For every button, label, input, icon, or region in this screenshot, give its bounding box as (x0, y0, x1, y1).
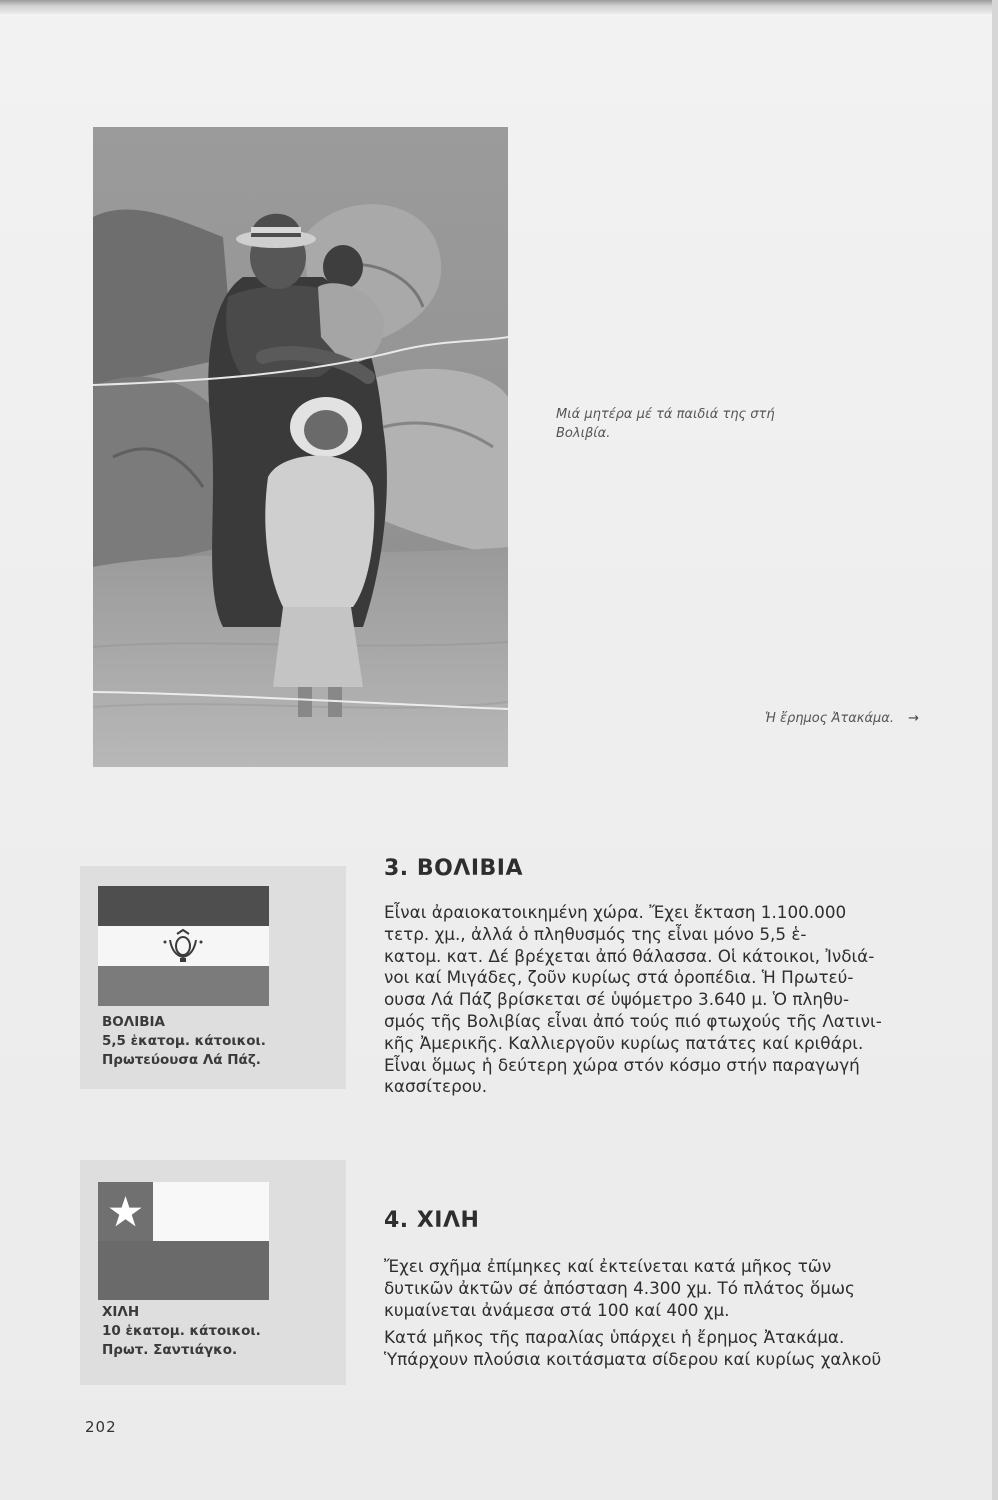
chile-flag-bottom-stripe (98, 1241, 269, 1300)
body-line: ουσα Λά Πάζ βρίσκεται σέ ὑψόμετρο 3.640 μ. Ὁ πληθυ- (384, 989, 850, 1010)
bolivia-info-card (80, 866, 346, 1089)
page-right-edge (992, 0, 998, 1500)
body-line: δυτικῶν ἀκτῶν σέ ἀπόσταση 4.300 χμ. Τό πλάτος ὅμως (384, 1277, 855, 1298)
chile-card-population: 10 ἑκατομ. κάτοικοι. (102, 1323, 261, 1339)
body-line: κυμαίνεται ἀνάμεσα στά 100 καί 400 χμ. (384, 1299, 730, 1320)
body-line: σμός τῆς Βολιβίας εἶναι ἀπό τούς πιό φτωχούς τῆς Λατινι- (384, 1010, 882, 1031)
body-line: νοι καί Μιγάδες, ζοῦν κυρίως στά ὀροπέδια. Ἡ Πρωτεύ- (384, 967, 854, 988)
body-line: Ἔχει σχῆμα ἐπίμηκες καί ἐκτείνεται κατά μῆκος τῶν (384, 1256, 832, 1276)
photo-caption-line: Μιά μητέρα μέ τά παιδιά της στή (556, 407, 775, 422)
chile-card-capital: Πρωτ. Σαντιάγκο. (102, 1342, 238, 1358)
body-line: Κατά μῆκος τῆς παραλίας ὑπάρχει ἡ ἔρημος Ἀτακάμα. (384, 1327, 845, 1348)
bolivia-flag (98, 886, 269, 1006)
page-number: 202 (85, 1418, 117, 1436)
photo-caption (556, 405, 846, 443)
body-line: κασσίτερου. (384, 1076, 488, 1097)
body-line: κῆς Ἀμερικῆς. Καλλιεργοῦν κυρίως πατάτες καί κριθάρι. (384, 1032, 864, 1053)
section-body-bolivia (384, 902, 960, 1098)
chile-card-text (102, 1303, 261, 1360)
section-title-bolivia: 3. ΒΟΛΙΒΙΑ (384, 856, 523, 881)
bolivia-flag-bottom-stripe (98, 966, 269, 1006)
chile-info-card (80, 1160, 346, 1385)
section-title-chile: 4. ΧΙΛΗ (384, 1208, 480, 1233)
chile-card-country: ΧΙΛΗ (102, 1304, 140, 1320)
body-line: Εἶναι ὅμως ἡ δεύτερη χώρα στόν κόσμο στήν παραγωγή (384, 1054, 860, 1075)
page-top-edge (0, 0, 998, 14)
body-line: Ὑπάρχουν πλούσια κοιτάσματα σίδερου καί κυρίως χαλκοῦ (384, 1349, 882, 1370)
atacama-caption-text: Ἡ ἔρημος Ἀτακάμα. (765, 711, 894, 726)
bolivia-card-text (102, 1013, 266, 1070)
body-line: κατομ. κατ. Δέ βρέχεται ἀπό θάλασσα. Οἱ κάτοικοι, Ἰνδιά- (384, 945, 875, 966)
section-body-chile (384, 1256, 960, 1371)
bolivia-card-population: 5,5 ἑκατομ. κάτοικοι. (102, 1033, 266, 1049)
bolivia-card-country: ΒΟΛΙΒΙΑ (102, 1014, 165, 1030)
photo-caption-line: Βολιβία. (556, 426, 611, 441)
photo-mother-children (93, 127, 508, 767)
chile-flag (98, 1182, 269, 1300)
arrow-right-icon: → (908, 711, 920, 726)
body-line: Εἶναι ἀραιοκατοικημένη χώρα. Ἔχει ἔκταση 1.100.000 (384, 902, 847, 922)
body-line: τετρ. χμ., ἀλλά ὁ πληθυσμός της εἶναι μόνο 5,5 ἑ- (384, 923, 807, 944)
photo-illustration (93, 127, 508, 767)
bolivia-flag-top-stripe (98, 886, 269, 926)
atacama-caption (765, 711, 919, 726)
bolivia-card-capital: Πρωτεύουσα Λά Πάζ. (102, 1052, 261, 1068)
